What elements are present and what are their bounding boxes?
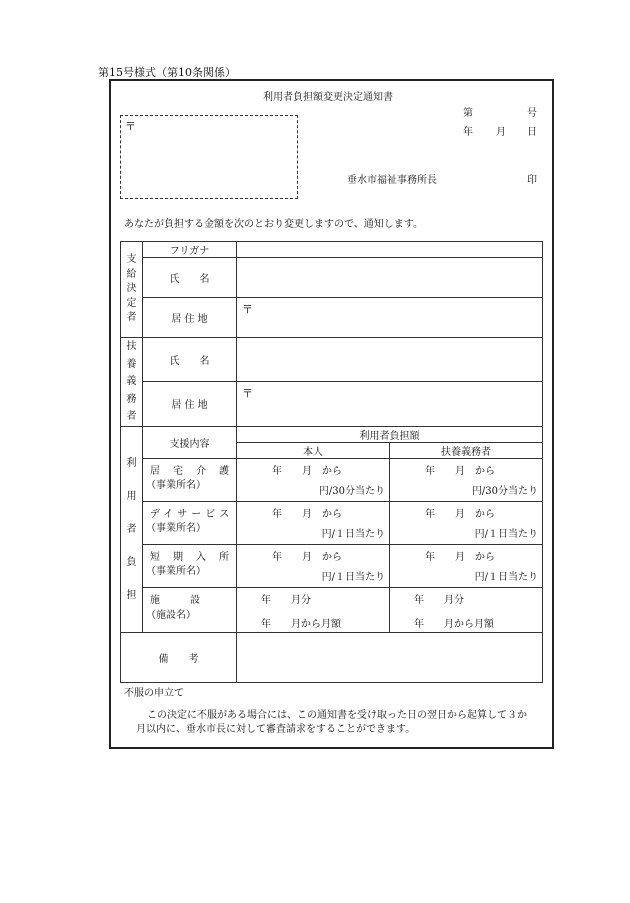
objection-text-line2: 月以内に、垂水市長に対して審査請求をすることができます。 — [136, 724, 416, 735]
user-burden-header: 利用者負担 — [121, 426, 143, 632]
service-facility: 施 設 （施設名） — [143, 587, 237, 632]
supporter-name-field[interactable] — [237, 338, 543, 382]
recipient-header: 支給決定者 — [121, 242, 143, 338]
notice-text: あなたが負担する金額を次のとおり変更しますので、通知します。 — [124, 219, 423, 230]
remarks-field[interactable] — [237, 632, 543, 682]
supporter-column-header: 扶養義務者 — [390, 442, 543, 458]
service-home-care: 居宅介護 （事業所名） — [143, 458, 237, 501]
issuer: 垂水市福祉事務所長 — [347, 175, 437, 186]
self-home-care-amount[interactable]: 年 月 から 円/30分当たり — [237, 458, 390, 501]
self-facility-amount[interactable]: 年 月分 年 月から月額 — [237, 587, 390, 632]
recipient-address-field[interactable] — [237, 298, 543, 338]
self-short-stay-amount[interactable]: 年 月 から 円/１日当たり — [237, 544, 390, 587]
postal-mark: 〒 — [242, 303, 253, 316]
recipient-name-field[interactable] — [237, 258, 543, 298]
furigana-field[interactable] — [237, 242, 543, 258]
supporter-address-label: 居 住 地 — [143, 382, 237, 426]
self-column-header: 本人 — [237, 442, 390, 458]
supporter-address-field[interactable] — [237, 382, 543, 426]
date-day: 日 — [527, 127, 537, 138]
supporter-header: 扶養義務者 — [121, 338, 143, 427]
postal-mark: 〒 — [242, 387, 253, 401]
supporter-home-care-amount[interactable]: 年 月 から 円/30分当たり — [390, 458, 543, 501]
objection-title: 不服の申立て — [124, 688, 184, 699]
remarks-label: 備 考 — [121, 632, 237, 682]
postal-mark: 〒 — [125, 120, 136, 133]
address-window-box — [120, 115, 298, 199]
supporter-name-label: 氏 名 — [143, 338, 237, 382]
supporter-short-stay-amount[interactable]: 年 月 から 円/１日当たり — [390, 544, 543, 587]
self-day-service-amount[interactable]: 年 月 から 円/１日当たり — [237, 501, 390, 544]
number-prefix: 第 — [463, 108, 473, 119]
burden-amount-header: 利用者負担額 — [237, 426, 543, 442]
form-number: 第15号様式（第10条関係） — [98, 66, 236, 79]
date-month: 月 — [496, 127, 506, 138]
burden-table — [120, 241, 543, 683]
support-content-label: 支援内容 — [143, 426, 237, 458]
recipient-name-label: 氏 名 — [143, 258, 237, 298]
supporter-day-service-amount[interactable]: 年 月 から 円/１日当たり — [390, 501, 543, 544]
service-day-service: デイサービス （事業所名） — [143, 501, 237, 544]
seal-mark: 印 — [527, 175, 537, 186]
furigana-label: フリガナ — [143, 242, 237, 258]
supporter-facility-amount[interactable]: 年 月分 年 月から月額 — [390, 587, 543, 632]
number-suffix: 号 — [527, 108, 537, 119]
objection-text-line1: この決定に不服がある場合には、この通知書を受け取った日の翌日から起算して３か — [147, 710, 527, 721]
document-title: 利用者負担額変更決定通知書 — [263, 92, 393, 103]
service-short-stay: 短期入所 （事業所名） — [143, 544, 237, 587]
date-year: 年 — [463, 127, 473, 138]
recipient-address-label: 居 住 地 — [143, 298, 237, 338]
